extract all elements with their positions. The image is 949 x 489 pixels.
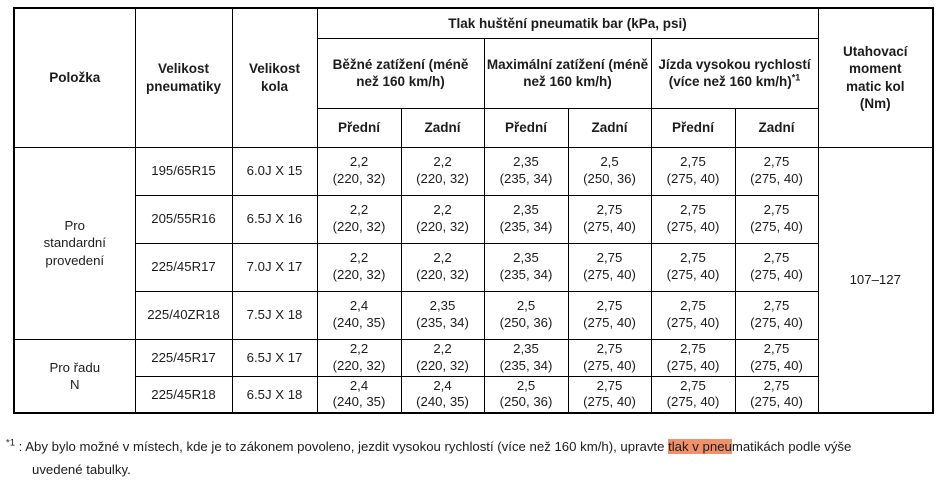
pressure-cell: 2,75 (275, 40) [568, 195, 651, 243]
pressure-cell: 2,75 (275, 40) [735, 243, 818, 291]
pressure-cell: 2,5 (250, 36) [484, 291, 568, 339]
footnote-marker-ref: *1 [791, 72, 801, 83]
pressure-cell: 2,2 (220, 32) [401, 339, 484, 376]
pressure-cell: 2,2 (220, 32) [317, 147, 401, 195]
pressure-cell: 2,75 (275, 40) [568, 376, 651, 413]
wheel-size-cell: 7.5J X 18 [232, 291, 317, 339]
footnote-text-before: : Aby bylo možné v místech, kde je to zákonem povoleno, jezdit vysokou rychlostí (více než 160 km/h), upravte [14, 439, 669, 454]
table-row [14, 147, 933, 195]
pressure-cell: 2,2 (220, 32) [317, 243, 401, 291]
wheel-size-cell: 6.5J X 18 [232, 376, 317, 413]
header-max-load: Maximální zatížení (méně než 160 km/h) [484, 38, 651, 108]
pressure-cell: 2,75 (275, 40) [735, 147, 818, 195]
pressure-cell: 2,75 (275, 40) [568, 339, 651, 376]
pressure-cell: 2,75 (275, 40) [735, 291, 818, 339]
pressure-cell: 2,2 (220, 32) [317, 339, 401, 376]
tire-pressure-table [13, 7, 934, 414]
header-pressure-group: Tlak huštění pneumatik bar (kPa, psi) [317, 8, 818, 38]
header-torque [818, 8, 933, 147]
tire-size-cell: 225/40ZR18 [135, 291, 232, 339]
pressure-cell: 2,2 (220, 32) [401, 195, 484, 243]
header-normal-load: Běžné zatížení (méně než 160 km/h) [317, 38, 484, 108]
wheel-size-cell: 6.0J X 15 [232, 147, 317, 195]
header-rear-2: Zadní [568, 108, 651, 147]
highlighted-text: tlak v pneu [668, 439, 732, 454]
header-torque-label: Utahovací moment matic kol (Nm) [842, 44, 908, 112]
pressure-cell: 2,4 (240, 35) [317, 291, 401, 339]
header-front-3: Přední [651, 108, 735, 147]
tire-size-cell: 225/45R17 [135, 243, 232, 291]
pressure-cell: 2,2 (220, 32) [401, 147, 484, 195]
table-row [14, 376, 933, 413]
pressure-cell: 2,75 (275, 40) [735, 339, 818, 376]
tire-size-cell: 195/65R15 [135, 147, 232, 195]
tire-size-cell: 205/55R16 [135, 195, 232, 243]
header-wheel-size: Velikost kola [232, 8, 317, 147]
pressure-cell: 2,2 (220, 32) [401, 243, 484, 291]
footnote-text-after-1: matikách podle výše [731, 439, 852, 454]
item-cell-standard: Pro standardní provedení [14, 147, 135, 339]
footnote-marker: *1 [6, 437, 15, 449]
header-item: Položka [14, 8, 135, 147]
pressure-cell: 2,35 (235, 34) [484, 243, 568, 291]
pressure-cell: 2,35 (235, 34) [484, 147, 568, 195]
pressure-cell: 2,75 (275, 40) [568, 291, 651, 339]
header-front-2: Přední [484, 108, 568, 147]
table-row [14, 243, 933, 291]
header-rear-3: Zadní [735, 108, 818, 147]
tire-size-cell: 225/45R18 [135, 376, 232, 413]
footnote-text-after-2: uvedené tabulky. [32, 461, 131, 477]
pressure-cell: 2,75 (275, 40) [651, 195, 735, 243]
pressure-cell: 2,5 (250, 36) [568, 147, 651, 195]
header-high-speed: Jízda vysokou rychlostí (více než 160 km/h)$^{*1}$ [651, 38, 818, 108]
pressure-cell: 2,35 (235, 34) [484, 339, 568, 376]
wheel-size-cell: 7.0J X 17 [232, 243, 317, 291]
header-tire-size: Velikost pneumatiky [135, 8, 232, 147]
table-row [14, 195, 933, 243]
pressure-cell: 2,75 (275, 40) [568, 243, 651, 291]
header-rear-1: Zadní [401, 108, 484, 147]
pressure-cell: 2,75 (275, 40) [651, 147, 735, 195]
header-row-group [14, 8, 933, 38]
pressure-cell: 2,75 (275, 40) [735, 195, 818, 243]
tire-size-cell: 225/45R17 [135, 339, 232, 376]
pressure-cell: 2,75 (275, 40) [651, 243, 735, 291]
pressure-cell: 2,75 (275, 40) [651, 376, 735, 413]
pressure-cell: 2,75 (275, 40) [651, 291, 735, 339]
pressure-cell: 2,75 (275, 40) [651, 339, 735, 376]
torque-value-cell: 107–127 [818, 147, 933, 413]
pressure-cell: 2,35 (235, 34) [484, 195, 568, 243]
pressure-cell: 2,5 (250, 36) [484, 376, 568, 413]
pressure-cell: 2,35 (235, 34) [401, 291, 484, 339]
pressure-cell: 2,4 (240, 35) [401, 376, 484, 413]
table-row [14, 339, 933, 376]
wheel-size-cell: 6.5J X 17 [232, 339, 317, 376]
pressure-cell: 2,4 (240, 35) [317, 376, 401, 413]
footnote [6, 436, 949, 481]
pressure-cell: 2,75 (275, 40) [735, 376, 818, 413]
header-front-1: Přední [317, 108, 401, 147]
item-cell-n-series: Pro řadu N [14, 339, 135, 413]
table-row [14, 291, 933, 339]
pressure-cell: 2,2 (220, 32) [317, 195, 401, 243]
wheel-size-cell: 6.5J X 16 [232, 195, 317, 243]
